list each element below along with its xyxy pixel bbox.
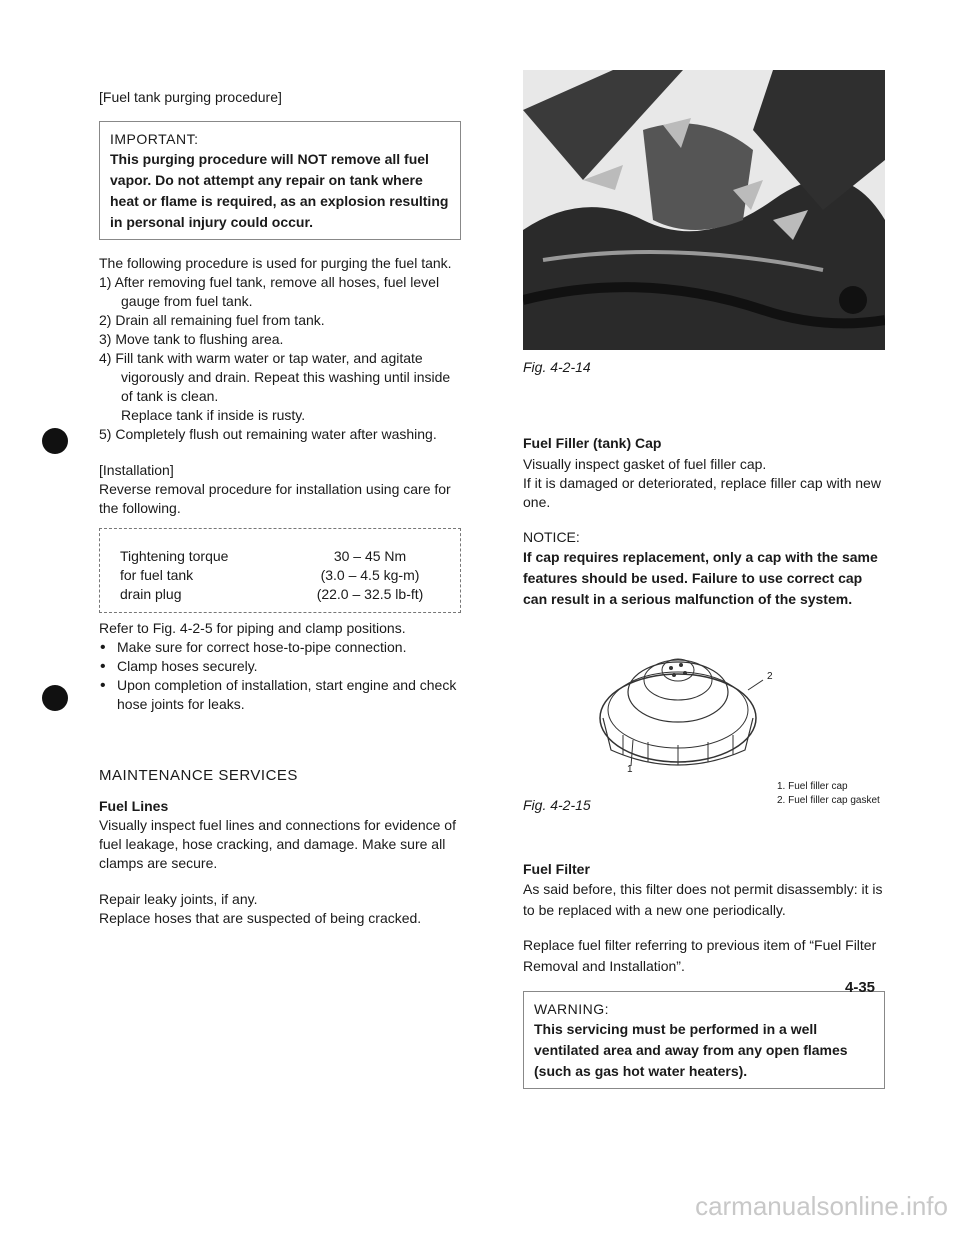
fig-4-2-14-caption: Fig. 4-2-14 bbox=[523, 359, 591, 375]
filler-cap-diagram bbox=[563, 630, 793, 780]
important-text: This purging procedure will NOT remove all fuel vapor. Do not attempt any repair on tank where heat or flame is required, as an explosion resulting in personal injury could occur. bbox=[110, 151, 449, 230]
installation-bullets bbox=[99, 638, 461, 714]
step-item: 5) Completely flush out remaining water after washing. bbox=[99, 426, 437, 442]
right-column bbox=[523, 70, 885, 1089]
filler-cap-legend bbox=[777, 780, 880, 808]
page-number: 4-35 bbox=[845, 979, 876, 996]
step-item: 1) After removing fuel tank, remove all hoses, fuel level gauge from fuel tank. bbox=[99, 274, 440, 309]
installation-intro: Reverse removal procedure for installation using care for the following. bbox=[99, 481, 451, 516]
purging-intro: The following procedure is used for purging the fuel tank. bbox=[99, 255, 452, 271]
torque-label: Tightening torque for fuel tank drain plug bbox=[120, 548, 229, 602]
fuel-filter-p1: As said before, this filter does not permit disassembly: it is to be replaced with a new one periodically. bbox=[523, 881, 883, 918]
bullet-item: • Clamp hoses securely. bbox=[99, 657, 461, 676]
fuel-lines-p3: Replace hoses that are suspected of being cracked. bbox=[99, 910, 422, 926]
binder-hole-bottom bbox=[42, 685, 68, 711]
fig-4-2-15-caption: Fig. 4-2-15 bbox=[523, 797, 591, 813]
bullet-item: • Upon completion of installation, start engine and check hose joints for leaks. bbox=[99, 676, 461, 714]
purging-steps bbox=[99, 273, 461, 444]
step-item bbox=[99, 406, 461, 425]
diagram-label-1: 1 bbox=[627, 764, 633, 775]
bullet-item: • Make sure for correct hose-to-pipe connection. bbox=[99, 638, 461, 657]
fuel-lines-p1: Visually inspect fuel lines and connections for evidence of fuel leakage, hose cracking, and damage. Make sure all clamps are secure. bbox=[99, 817, 456, 871]
diagram-label-2: 2 bbox=[767, 671, 773, 682]
refer-figure-text: Refer to Fig. 4-2-5 for piping and clamp positions. bbox=[99, 620, 406, 636]
warning-text: This servicing must be performed in a well ventilated area and away from any open flames (such as gas hot water heaters). bbox=[534, 1021, 848, 1079]
warning-title: WARNING: bbox=[534, 1001, 610, 1017]
fig-4-2-15-row bbox=[523, 780, 885, 816]
step-sub-note: Replace tank if inside is rusty. bbox=[121, 407, 306, 423]
step-item: 2) Drain all remaining fuel from tank. bbox=[99, 312, 325, 328]
important-box bbox=[99, 121, 461, 240]
step-item: 3) Move tank to flushing area. bbox=[99, 331, 284, 347]
important-title: IMPORTANT: bbox=[110, 131, 199, 147]
fuel-lines-p2: Repair leaky joints, if any. bbox=[99, 891, 258, 907]
torque-spec-box bbox=[99, 528, 461, 613]
torque-value: 30 – 45 Nm (3.0 – 4.5 kg-m) (22.0 – 32.5 lb-ft) bbox=[316, 548, 424, 602]
installation-heading: [Installation] bbox=[99, 462, 174, 478]
cap-p2: If it is damaged or deteriorated, replace filler cap with new one. bbox=[523, 475, 881, 510]
left-column bbox=[99, 88, 461, 928]
legend-item: 2. Fuel filler cap gasket bbox=[777, 795, 880, 806]
fuel-lines-heading: Fuel Lines bbox=[99, 798, 169, 814]
fuel-filter-heading: Fuel Filter bbox=[523, 861, 590, 877]
warning-box bbox=[523, 991, 885, 1089]
notice-title: NOTICE: bbox=[523, 529, 580, 545]
purging-heading: [Fuel tank purging procedure] bbox=[99, 89, 282, 105]
watermark: carmanualsonline.info bbox=[695, 1191, 948, 1221]
filler-cap-figure bbox=[523, 630, 885, 780]
cap-heading: Fuel Filler (tank) Cap bbox=[523, 435, 662, 451]
fuel-filter-p2: Replace fuel filter referring to previous item of “Fuel Filter Removal and Installation”. bbox=[523, 937, 877, 974]
notice-text: If cap requires replacement, only a cap with the same features should be used. Failure to use correct cap can result in a serious malfunction of the system. bbox=[523, 549, 878, 607]
maintenance-heading: MAINTENANCE SERVICES bbox=[99, 767, 298, 784]
fuel-tank-photo bbox=[523, 70, 885, 350]
cap-p1: Visually inspect gasket of fuel filler cap. bbox=[523, 456, 767, 472]
binder-hole-top bbox=[42, 428, 68, 454]
step-item: 4) Fill tank with warm water or tap water, and agitate vigorously and drain. Repeat this washing until inside of tank is clean. bbox=[99, 350, 451, 404]
legend-item: 1. Fuel filler cap bbox=[777, 781, 848, 792]
